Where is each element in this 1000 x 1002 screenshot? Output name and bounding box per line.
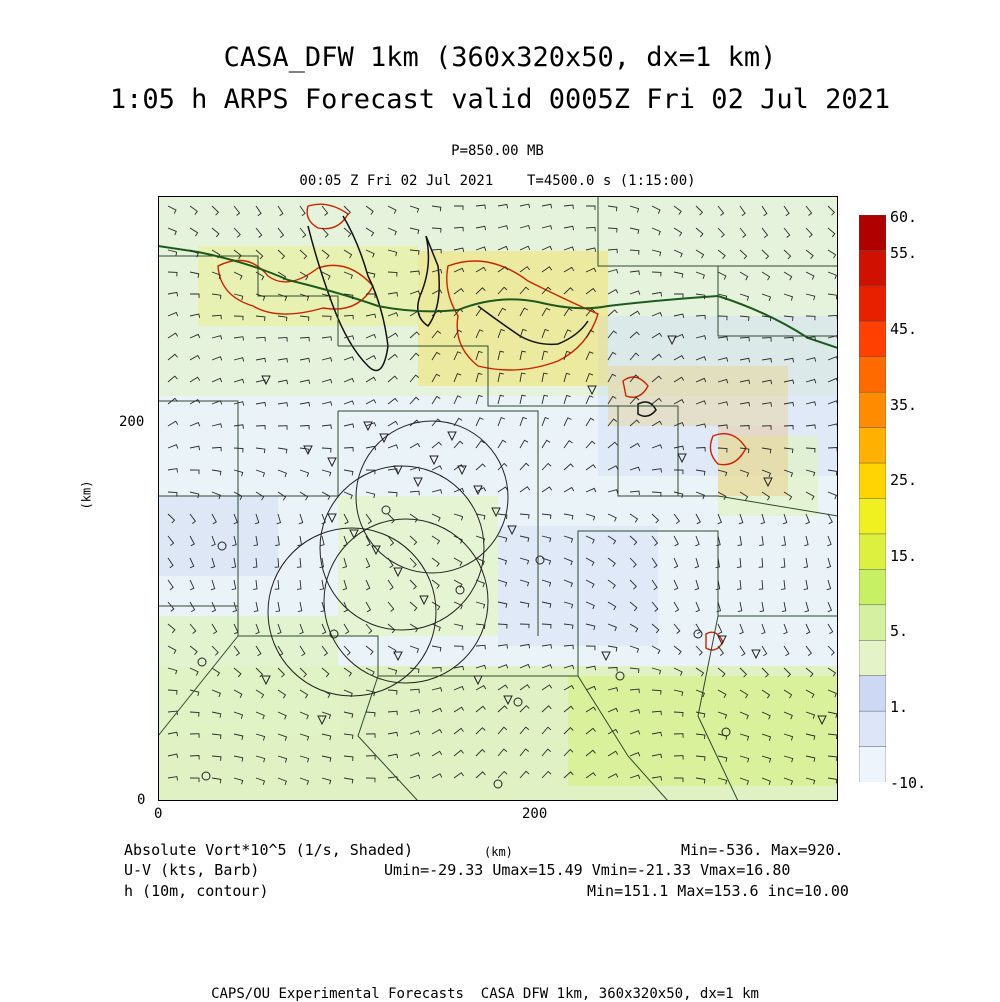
colorbar-band [859,321,886,357]
colorbar-band [859,676,886,712]
colorbar-label-minus10: -10. [890,774,927,792]
y-tick-200: 200 [119,414,145,430]
colorbar-label-60: 60. [890,208,918,226]
colorbar-band [859,534,886,570]
colorbar-band [859,250,886,286]
colorbar-band [859,605,886,641]
colorbar-band [859,392,886,428]
colorbar-label-45: 45. [890,320,918,338]
colorbar-band [859,215,886,251]
colorbar-label-55: 55. [890,244,918,262]
x-axis-label: (km) [484,845,513,859]
field2-stats: Umin=-29.33 Umax=15.49 Vmin=-21.33 Vmax=16.80 [384,861,791,879]
colorbar-band [859,286,886,322]
colorbar-band [859,640,886,676]
colorbar-band [859,711,886,747]
colorbar-band [859,569,886,605]
colorbar-label-1: 1. [890,698,909,716]
field2-name: U-V (kts, Barb) [124,861,260,879]
colorbar-band [859,463,886,499]
colorbar-label-15: 15. [890,547,918,565]
forecast-map [158,196,838,801]
credit-line: CAPS/OU Experimental Forecasts CASA DFW 1km, 360x320x50, dx=1 km [211,986,759,1002]
colorbar-label-25: 25. [890,471,918,489]
x-tick-0: 0 [154,806,163,822]
plot-title-line2: 1:05 h ARPS Forecast valid 0005Z Fri 02 Jul 2021 [109,84,891,115]
colorbar-band [859,428,886,464]
colorbar-band [859,357,886,393]
plot-title-line1: CASA_DFW 1km (360x320x50, dx=1 km) [223,42,777,73]
colorbar-band [859,499,886,535]
y-axis-label: (km) [79,480,94,510]
valid-time: 00:05 Z Fri 02 Jul 2021 T=4500.0 s (1:15:00) [299,173,696,189]
field1-name: Absolute Vort*10^5 (1/s, Shaded) [124,841,413,859]
field3-name: h (10m, contour) [124,882,269,900]
y-tick-0: 0 [137,792,146,808]
pressure-level: P=850.00 MB [451,143,544,159]
colorbar-label-35: 35. [890,396,918,414]
colorbar-label-5: 5. [890,622,909,640]
field3-stats: Min=151.1 Max=153.6 inc=10.00 [587,882,849,900]
colorbar [859,215,886,782]
colorbar-band [859,747,886,782]
field1-stats: Min=-536. Max=920. [681,841,844,859]
x-tick-200: 200 [522,806,548,822]
